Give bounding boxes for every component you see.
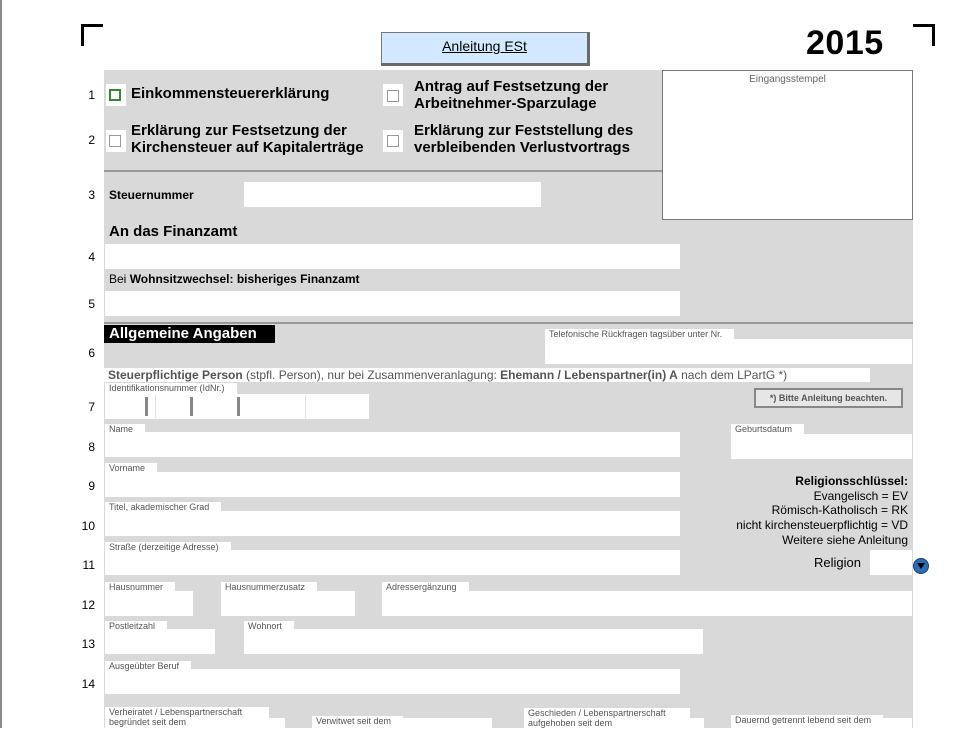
title-input[interactable] [105, 511, 680, 536]
previous-tax-office-input[interactable] [105, 291, 680, 316]
city-input[interactable] [244, 629, 703, 654]
phone-label: Telefonische Rückfragen tagsüber unter Nr. [545, 329, 734, 340]
tax-number-label: Steuernummer [109, 188, 194, 202]
savings-bonus-checkbox[interactable] [387, 90, 399, 102]
house-number-label: Hausnummer [105, 582, 175, 593]
title-label: Titel, akademischer Grad [105, 502, 221, 513]
street-input[interactable] [105, 550, 680, 575]
chevron-down-icon[interactable] [913, 558, 929, 574]
married-since-label [105, 707, 269, 729]
savings-bonus-label [414, 78, 608, 112]
postcode-label: Postleitzahl [105, 621, 167, 632]
see-instructions-note[interactable]: *) Bitte Anleitung beachten. [754, 388, 903, 408]
income-tax-label: Einkommensteuererklärung [131, 85, 330, 102]
page-edge [0, 0, 2, 728]
divider [104, 322, 913, 324]
firstname-label: Vorname [105, 463, 157, 474]
form-year: 2015 [806, 24, 884, 62]
id-cell-line [305, 395, 306, 418]
row-number: 14 [81, 677, 95, 691]
row-number: 11 [82, 558, 95, 572]
house-number-suffix-label: Hausnummerzusatz [221, 582, 317, 593]
previous-tax-office-label [109, 272, 360, 286]
loss-carryforward-line2: verbleibenden Verlustvortrags [414, 139, 630, 156]
taxpayer-heading [108, 368, 787, 382]
religion-key-heading: Religionsschlüssel: [795, 474, 908, 488]
church-tax-line2: Kirchensteuer auf Kapitalerträge [131, 139, 364, 156]
previous-tax-office-bold: Wohnsitzwechsel: bisheriges Finanzamt [129, 272, 360, 286]
married-since-label-line1: Verheiratet / Lebenspartnerschaft [109, 707, 243, 717]
house-number-suffix-input[interactable] [221, 591, 355, 616]
previous-tax-office-prefix: Bei [109, 272, 130, 286]
divorced-since-label-line1: Geschieden / Lebenspartnerschaft [528, 708, 666, 718]
row-number: 5 [88, 297, 95, 311]
row-number: 12 [81, 598, 95, 612]
birthdate-label: Geburtsdatum [731, 424, 804, 435]
id-separator [237, 397, 240, 416]
divider [104, 170, 662, 172]
church-tax-line1: Erklärung zur Festsetzung der [131, 122, 347, 139]
taxpayer-heading-spouse: Ehemann / Lebenspartner(in) A [500, 368, 678, 382]
row-number: 1 [88, 88, 95, 102]
separated-since-label: Dauernd getrennt lebend seit dem [731, 715, 883, 726]
religion-label: Religion [814, 555, 861, 570]
religion-key-other: Weitere siehe Anleitung [782, 533, 908, 547]
section-heading-general: Allgemeine Angaben [104, 325, 275, 343]
tax-office-heading: An das Finanzamt [109, 223, 238, 240]
row-number: 2 [88, 133, 95, 147]
row-number: 3 [88, 188, 95, 202]
church-tax-checkbox[interactable] [109, 135, 121, 147]
occupation-input[interactable] [105, 669, 680, 694]
address-extra-label: Adressergänzung [382, 582, 469, 593]
religion-key-vd: nicht kirchensteuerpflichtig = VD [736, 518, 908, 532]
row-number: 9 [88, 479, 95, 493]
street-label: Straße (derzeitige Adresse) [105, 542, 231, 553]
tax-office-input[interactable] [105, 244, 680, 269]
row-number: 10 [81, 519, 95, 533]
id-separator [145, 397, 148, 416]
taxpayer-heading-note: (stpfl. Person), nur bei Zusammenveranlagung: [242, 368, 501, 382]
name-input[interactable] [105, 432, 680, 457]
savings-bonus-line2: Arbeitnehmer-Sparzulage [414, 95, 597, 112]
income-tax-checkbox[interactable] [109, 89, 121, 101]
divorced-since-label-line2: aufgehoben seit dem [528, 718, 613, 728]
id-separator [190, 397, 193, 416]
loss-carryforward-label [414, 122, 633, 156]
phone-input[interactable] [545, 339, 912, 364]
corner-mark-top-right [913, 24, 935, 46]
religion-select[interactable] [870, 550, 912, 575]
loss-carryforward-checkbox[interactable] [387, 135, 399, 147]
married-since-label-line2: begründet seit dem [109, 717, 187, 727]
id-number-label: Identifikationsnummer (IdNr.) [105, 383, 237, 394]
postcode-input[interactable] [105, 629, 215, 654]
row-number: 6 [88, 346, 95, 360]
receipt-stamp-label: Eingangsstempel [749, 74, 826, 85]
receipt-stamp-box [662, 70, 913, 220]
id-cell-line [155, 395, 156, 418]
birthdate-input[interactable] [731, 434, 912, 459]
occupation-label: Ausgeübter Beruf [105, 661, 191, 672]
guide-button[interactable]: Anleitung ESt [381, 32, 590, 66]
widowed-since-label: Verwitwet seit dem [312, 716, 403, 727]
loss-carryforward-line1: Erklärung zur Feststellung des [414, 122, 634, 139]
taxpayer-heading-bold: Steuerpflichtige Person [108, 368, 243, 382]
row-number: 4 [88, 250, 95, 264]
savings-bonus-line1: Antrag auf Festsetzung der [414, 78, 609, 95]
church-tax-label [131, 122, 364, 156]
house-number-input[interactable] [105, 591, 193, 616]
row-number: 7 [88, 400, 95, 414]
tax-number-input[interactable] [244, 182, 541, 207]
address-extra-input[interactable] [382, 591, 912, 616]
corner-mark-top-left [81, 24, 103, 46]
row-number: 8 [88, 440, 95, 454]
firstname-input[interactable] [105, 472, 680, 497]
row-number: 13 [81, 637, 95, 651]
religion-key-rk: Römisch-Katholisch = RK [771, 503, 908, 517]
taxpayer-heading-tail: nach dem LPartG *) [677, 368, 788, 382]
religion-key-ev: Evangelisch = EV [813, 489, 908, 503]
city-label: Wohnort [244, 621, 294, 632]
divorced-since-label [524, 708, 690, 730]
name-label: Name [105, 424, 145, 435]
